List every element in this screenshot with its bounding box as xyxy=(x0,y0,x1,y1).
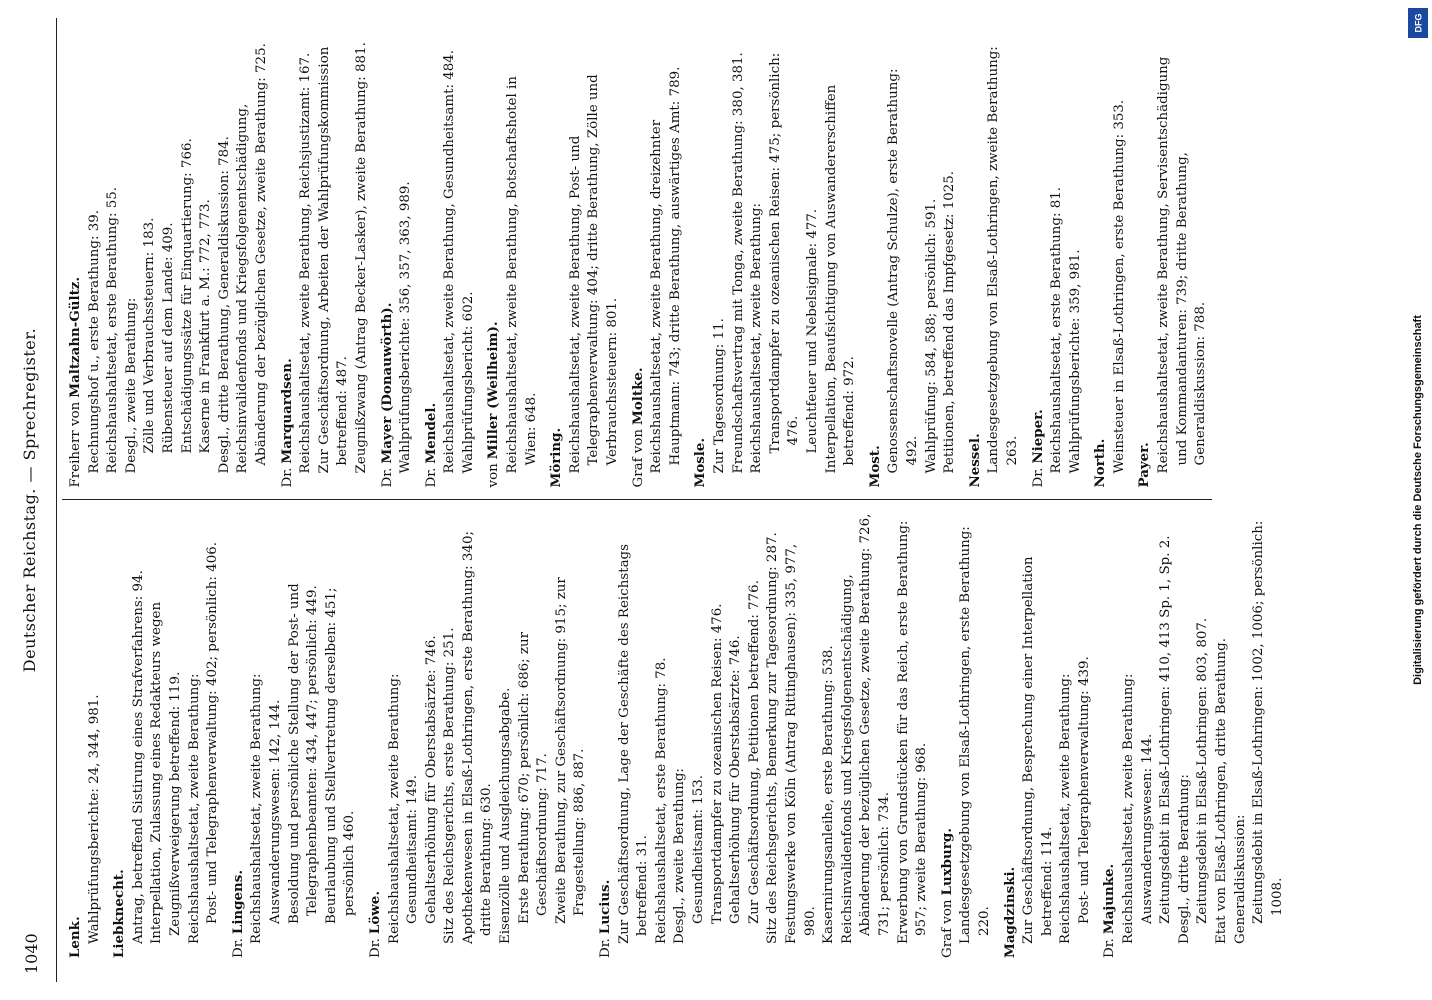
register-line: Reichshaushaltsetat, erste Berathung: 78. xyxy=(653,657,669,944)
register-line: Desgl., zweite Berathung: xyxy=(123,297,139,474)
speaker-name: Majunke. xyxy=(1101,863,1118,935)
register-line: Gesundheitsamt: 149. xyxy=(405,774,421,924)
speaker-heading xyxy=(229,513,249,959)
speaker-name: Mayer (Donauwörth). xyxy=(378,302,395,464)
speaker-heading xyxy=(1091,42,1111,488)
register-line: Gehaltserhöhung für Oberstabsärzte: 746. xyxy=(728,635,744,924)
register-line: Post- und Telegraphenverwaltung: 402; persönlich: 406. xyxy=(205,541,221,924)
speaker-prefix: Dr. xyxy=(598,938,614,958)
register-line: Reichshaushaltsetat, erste Berathung: 81. xyxy=(1049,186,1065,474)
register-line: Reichshaushaltsetat, zweite Berathung: xyxy=(749,203,765,474)
speaker-heading xyxy=(866,42,886,488)
register-line: Wahlprüfung: 584, 588; persönlich: 591. xyxy=(923,198,939,474)
register-line: Reichsinvalidenfonds und Kriegsfolgenentschädigung, Abänderung der bezüglichen Gesetze, zweite Berathung: 725. xyxy=(235,43,269,474)
speaker-name: Most. xyxy=(866,445,883,488)
register-line: Entschädigungssätze für Einquartierung: 766. xyxy=(179,138,195,454)
register-line: Rechnungshof u., erste Berathung: 39. xyxy=(86,209,102,474)
register-line: Reichsinvalidenfonds und Kriegsfolgenentschädigung, Abänderung der bezüglichen Gesetze, zweite Berathung: 726, 731; persönlich: 734. xyxy=(839,513,892,944)
register-line: Reichshaushaltsetat, zweite Berathung: xyxy=(249,673,265,944)
speaker-heading xyxy=(66,42,86,488)
register-entry xyxy=(278,42,372,488)
register-entry xyxy=(378,42,416,488)
register-line: Zeitungsdebit in Elsaß-Lothringen: 803, 807. xyxy=(1195,617,1211,924)
register-line: Reichshaushaltsetat, zweite Berathung: xyxy=(386,673,402,944)
register-line: Desgl., dritte Berathung, Generaldiskussion: 784. xyxy=(216,136,232,474)
register-entry xyxy=(866,42,960,488)
speaker-heading xyxy=(691,42,711,488)
register-line: Wahlprüfungsberichte: 24, 344, 981. xyxy=(86,694,102,944)
register-line: Reichshaushaltsetat, zweite Berathung, Post- und Telegraphenverwaltung: 404; dritte Berathung, Zölle und Verbrauchssteuern: 801. xyxy=(567,74,621,474)
register-line: Weinsteuer in Elsaß-Lothringen, erste Berathung: 353. xyxy=(1111,99,1127,474)
register-line: Gesundheitsamt: 153. xyxy=(691,774,706,924)
register-entry xyxy=(66,513,104,959)
register-line: Reichshaushaltsetat, zweite Berathung, Reichsjustizamt: 167. xyxy=(298,52,314,474)
register-entry xyxy=(366,513,590,959)
speaker-prefix: Freiherr von xyxy=(68,401,83,488)
register-line: Etat von Elsaß-Lothringen, dritte Berathung. xyxy=(1214,638,1230,944)
speaker-heading xyxy=(366,513,386,959)
speaker-name: North. xyxy=(1092,438,1109,488)
register-line: Festungswerke von Köln (Antrag Rittinghausen): 335, 977, 980. xyxy=(783,543,818,944)
speaker-name: Miller (Weilheim). xyxy=(485,321,502,460)
left-column xyxy=(62,501,1285,971)
page-number: 1040 xyxy=(22,933,41,974)
speaker-heading xyxy=(1001,513,1021,959)
speaker-prefix: Graf von xyxy=(630,428,646,488)
register-line: Petitionen, betreffend das Impfgesetz: 1025. xyxy=(942,170,958,474)
speaker-name: Lenk. xyxy=(67,916,83,958)
speaker-heading xyxy=(378,42,398,488)
register-line: Beurlaubung und Stellvertretung derselben: 451; persönlich 460. xyxy=(323,587,358,924)
register-line: Eisenzölle und Ausgleichungsabgabe. xyxy=(498,687,514,944)
speaker-name: Mendel. xyxy=(422,402,439,464)
speaker-name: Moltke. xyxy=(629,367,646,425)
digitization-sidebar xyxy=(1404,0,1432,1000)
speaker-prefix: Dr. xyxy=(1102,938,1118,958)
register-line: Erste Berathung: 670; persönlich: 686; zur Geschäftsordnung: 717. xyxy=(516,632,551,924)
register-entry xyxy=(1135,42,1210,488)
register-line: Interpellation, Beaufsichtigung von Auswandererschiffen betreffend: 972. xyxy=(823,84,858,474)
speaker-heading xyxy=(547,42,567,488)
speaker-name: Mosle. xyxy=(692,437,709,488)
register-entry xyxy=(1029,42,1086,488)
dfg-logo: DFG xyxy=(1408,8,1428,38)
speaker-heading xyxy=(938,513,958,959)
register-line: Gehaltserhöhung für Oberstabsärzte: 746. xyxy=(423,635,439,924)
speaker-name: Magdzinski. xyxy=(1001,866,1018,958)
register-line: Erwerbung von Grundstücken für das Reich, erste Berathung: 957; zweite Berathung: 968. xyxy=(895,520,930,944)
register-line: Kasernirungsanleihe, erste Berathung: 538. xyxy=(821,645,837,944)
register-entry xyxy=(596,513,932,959)
register-line: Besoldung und persönliche Stellung der Post- und Telegraphenbeamten: 434, 447; persönlich: 449. xyxy=(286,583,321,924)
register-line: Auswanderungswesen: 144. xyxy=(1139,733,1155,924)
register-line: Leuchtfeuer und Nebelsignale: 477. xyxy=(804,208,820,454)
register-line: Zeugnißzwang (Antrag Becker-Lasker), zweite Berathung: 881. xyxy=(353,42,369,474)
register-line: Zölle und Verbrauchssteuern: 183. xyxy=(142,217,158,454)
register-line: Desgl., zweite Berathung: xyxy=(672,768,688,944)
speaker-heading xyxy=(110,513,130,959)
register-entry xyxy=(110,513,223,959)
speaker-heading xyxy=(1100,513,1120,959)
speaker-prefix: Dr. xyxy=(230,938,246,958)
speaker-heading xyxy=(1029,42,1049,488)
register-columns xyxy=(62,30,1285,970)
register-entry xyxy=(1091,42,1129,488)
speaker-name: Marquardsen. xyxy=(278,358,295,464)
page-header xyxy=(8,18,57,982)
register-entry xyxy=(1001,513,1095,959)
register-line: Zeitungsdebit in Elsaß-Lothringen: 410, 413 Sp. 1, Sp. 2. xyxy=(1158,535,1174,924)
register-line: Kaserne in Frankfurt a. M.: 772, 773. xyxy=(198,199,214,454)
register-line: Zur Tagesordnung: 11. xyxy=(712,318,727,474)
register-line: Zur Geschäftsordnung, Besprechung einer Interpellation betreffend: 114. xyxy=(1021,556,1055,944)
register-line: Zeitungsdebit in Elsaß-Lothringen: 1002, 1006; persönlich: 1008. xyxy=(1251,520,1285,924)
register-line: Desgl., dritte Berathung: xyxy=(1176,774,1192,944)
register-line: Transportdampfer zu ozeanischen Reisen: 476. xyxy=(709,603,725,924)
digitization-notice: Digitalisierung gefördert durch die Deutsche Forschungsgemeinschaft xyxy=(1412,315,1424,685)
speaker-prefix: Dr. xyxy=(279,467,295,488)
speaker-name: Löwe. xyxy=(366,891,383,935)
register-line: Post- und Telegraphenverwaltung: 439. xyxy=(1076,656,1092,924)
register-entry xyxy=(966,42,1023,488)
speaker-prefix: Dr. xyxy=(367,938,383,958)
page-title: Deutscher Reichstag. — Sprechregister. xyxy=(20,327,39,673)
register-line: Reichshaushaltsetat, zweite Berathung: xyxy=(1121,673,1137,944)
register-line: Reichshaushaltsetat, zweite Berathung: xyxy=(186,673,202,944)
speaker-heading xyxy=(596,513,616,959)
register-line: Zur Geschäftsordnung, Lage der Geschäfte des Reichstags betreffend: 31. xyxy=(616,543,651,944)
register-line: Reichshaushaltsetat, zweite Berathung, dreizehnter Hauptmann: 743; dritte Berathung, auswärtiges Amt: 789. xyxy=(649,66,683,474)
speaker-prefix: von xyxy=(486,463,502,488)
register-entry xyxy=(484,42,541,488)
register-line: Wahlprüfungsberichte: 356, 357, 363, 989. xyxy=(398,181,414,474)
register-line: Genossenschaftsnovelle (Antrag Schulze), erste Berathung: 492. xyxy=(886,68,920,474)
speaker-prefix: Dr. xyxy=(379,467,395,488)
register-line: Wahlprüfungsberichte: 359, 981. xyxy=(1067,249,1083,474)
register-line: Sitz des Reichsgerichts, Bemerkung zur Tagesordnung: 287. xyxy=(765,532,781,944)
speaker-name: Lingens. xyxy=(229,870,246,935)
register-line: Antrag, betreffend Sistirung eines Strafverfahrens: 94. xyxy=(130,570,146,944)
register-line: Reichshaushaltsetat, zweite Berathung: xyxy=(1058,673,1074,944)
register-line: Generaldiskussion: xyxy=(1232,814,1248,944)
register-line: Landesgesetzgebung von Elsaß-Lothringen, erste Berathung: 220. xyxy=(958,526,992,944)
speaker-name: Payer. xyxy=(1136,442,1153,488)
speaker-name: Nessel. xyxy=(966,433,983,488)
register-entry xyxy=(691,42,859,488)
register-line: Wahlprüfungsbericht: 602. xyxy=(460,291,476,474)
speaker-heading xyxy=(1135,42,1155,488)
register-line: Freundschaftsvertrag mit Tonga, zweite Berathung: 380, 381. xyxy=(730,52,746,474)
speaker-name: Luxburg. xyxy=(938,828,955,896)
register-line: Landesgesetzgebung von Elsaß-Lothringen, zweite Berathung: 263. xyxy=(986,46,1020,474)
register-line: Reichshaushaltsetat, zweite Berathung, Gesundheitsamt: 484. xyxy=(442,49,458,474)
speaker-prefix: Graf von xyxy=(939,899,955,958)
speaker-name: Lucius. xyxy=(597,879,614,935)
register-line: Interpellation, Zulassung eines Redakteurs wegen Zeugnißverweigerung betreffend: 119. xyxy=(149,601,183,944)
speaker-heading xyxy=(629,42,649,488)
register-line: Auswanderungswesen: 142, 144. xyxy=(267,699,283,924)
speaker-heading xyxy=(66,513,86,959)
register-line: Zur Geschäftsordnung, Arbeiten der Wahlprüfungskommission betreffend: 487. xyxy=(316,46,351,474)
speaker-heading xyxy=(484,42,504,488)
speaker-heading xyxy=(422,42,442,488)
register-line: Transportdampfer zu ozeanischen Reisen: 475; persönlich: 476. xyxy=(767,52,802,454)
speaker-heading xyxy=(278,42,298,488)
speaker-prefix: Dr. xyxy=(1030,467,1046,488)
register-entry xyxy=(1100,513,1287,959)
register-entry xyxy=(422,42,479,488)
speaker-name: Nieper. xyxy=(1029,409,1046,464)
speaker-name: Liebknecht. xyxy=(111,869,128,958)
register-line: Zur Geschäftsordnung, Petitionen betreffend: 776. xyxy=(746,580,762,924)
speaker-name: Maltzahn-Gültz. xyxy=(67,276,83,398)
register-line: Zweite Berathung, zur Geschäftsordnung: 915; zur Fragestellung: 886, 887. xyxy=(553,577,588,924)
register-line: Reichshaushaltsetat, zweite Berathung, Botschaftshotel in Wien: 648. xyxy=(505,76,539,474)
register-entry xyxy=(938,513,995,959)
speaker-prefix: Dr. xyxy=(423,467,439,488)
register-line: Apothekenwesen in Elsaß-Lothringen, erste Berathung: 340; dritte Berathung: 630. xyxy=(460,531,495,944)
register-line: Sitz des Reichsgerichts, erste Berathung: 251. xyxy=(442,627,458,944)
register-line: Reichshaushaltsetat, zweite Berathung, Servisentschädigung und Kommandanturen: 739; dritte Berathung, Generaldiskussion: 788. xyxy=(1156,56,1209,474)
speaker-name: Möring. xyxy=(548,427,565,488)
register-entry xyxy=(547,42,622,488)
register-line: Rübensteuer auf dem Lande: 409. xyxy=(160,222,176,454)
right-column xyxy=(62,30,1212,501)
speaker-heading xyxy=(966,42,986,488)
register-line: Reichshaushaltsetat, erste Berathung: 55. xyxy=(105,186,121,474)
register-entry xyxy=(229,513,360,959)
register-entry xyxy=(629,42,686,488)
register-entry xyxy=(66,42,272,488)
